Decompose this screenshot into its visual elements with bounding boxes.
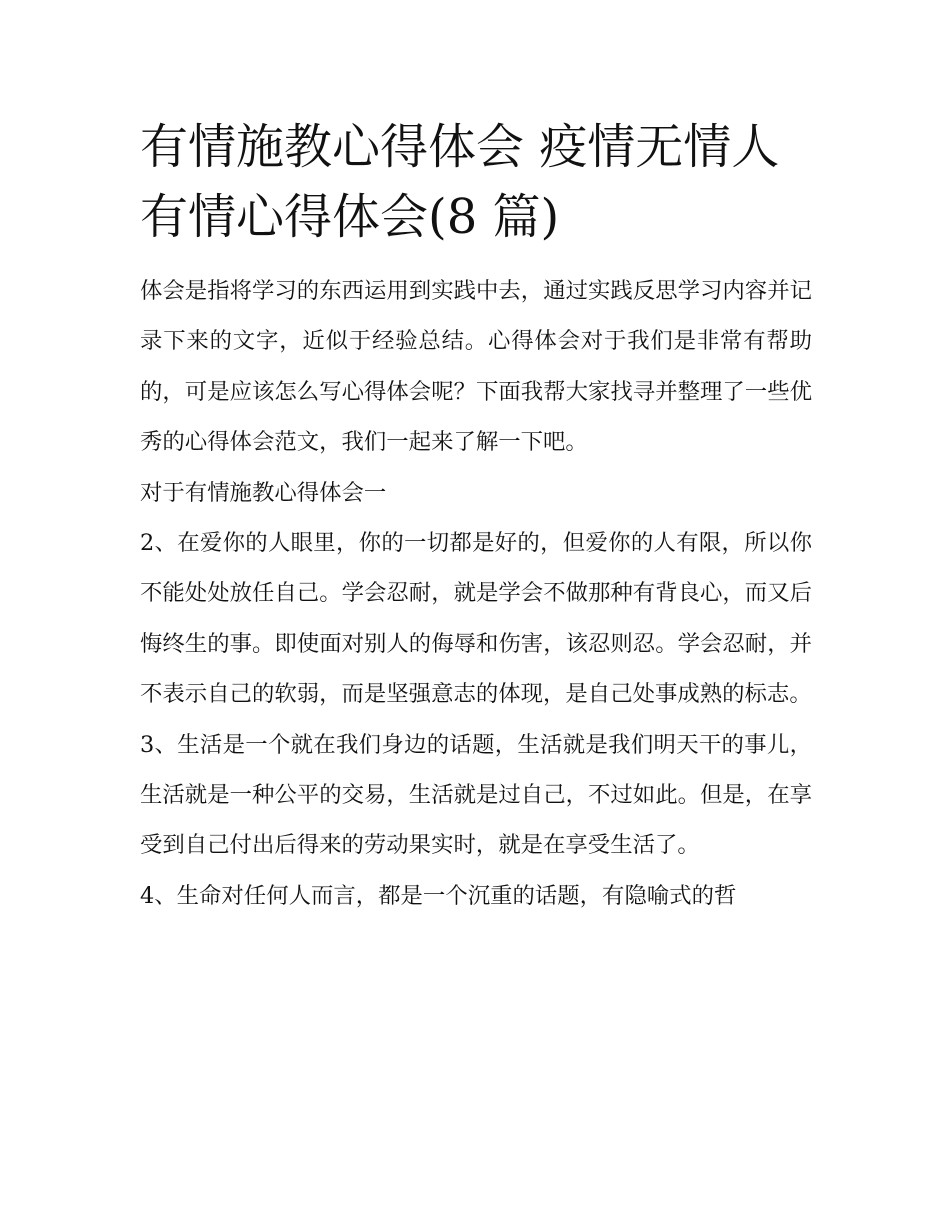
body-paragraph-2: 2、在爱你的人眼里，你的一切都是好的，但爱你的人有限，所以你不能处处放任自己。学会忍耐，就是学会不做那种有背良心，而又后悔终生的事。即使面对别人的侮辱和伤害，该忍则忍。学会忍耐，并不表示自己的软弱，而是坚强意志的体现，是自己处事成熟的标志。 [140,530,812,708]
section-heading: 对于有情施教心得体会一 [140,479,387,506]
document-body [140,112,812,921]
document-title [140,112,812,252]
body-paragraph-3: 3、生活是一个就在我们身边的话题，生活就是我们明天干的事儿，生活就是一种公平的交易，生活就是过自己，不过如此。但是，在享受到自己付出后得来的劳动果实时，就是在享受生活了。 [140,731,812,859]
title-line-1: 有情施教心得体会 疫情无情人 [140,119,780,175]
intro-paragraph: 体会是指将学习的东西运用到实践中去，通过实践反思学习内容并记录下来的文字，近似于经验总结。心得体会对于我们是非常有帮助的，可是应该怎么写心得体会呢？下面我帮大家找寻并整理了一些优秀的心得体会范文，我们一起来了解一下吧。 [140,278,812,456]
body-paragraph-4: 4、生命对任何人而言，都是一个沉重的话题，有隐喻式的哲 [140,882,737,909]
title-line-2: 有情心得体会(8 篇) [140,189,560,245]
